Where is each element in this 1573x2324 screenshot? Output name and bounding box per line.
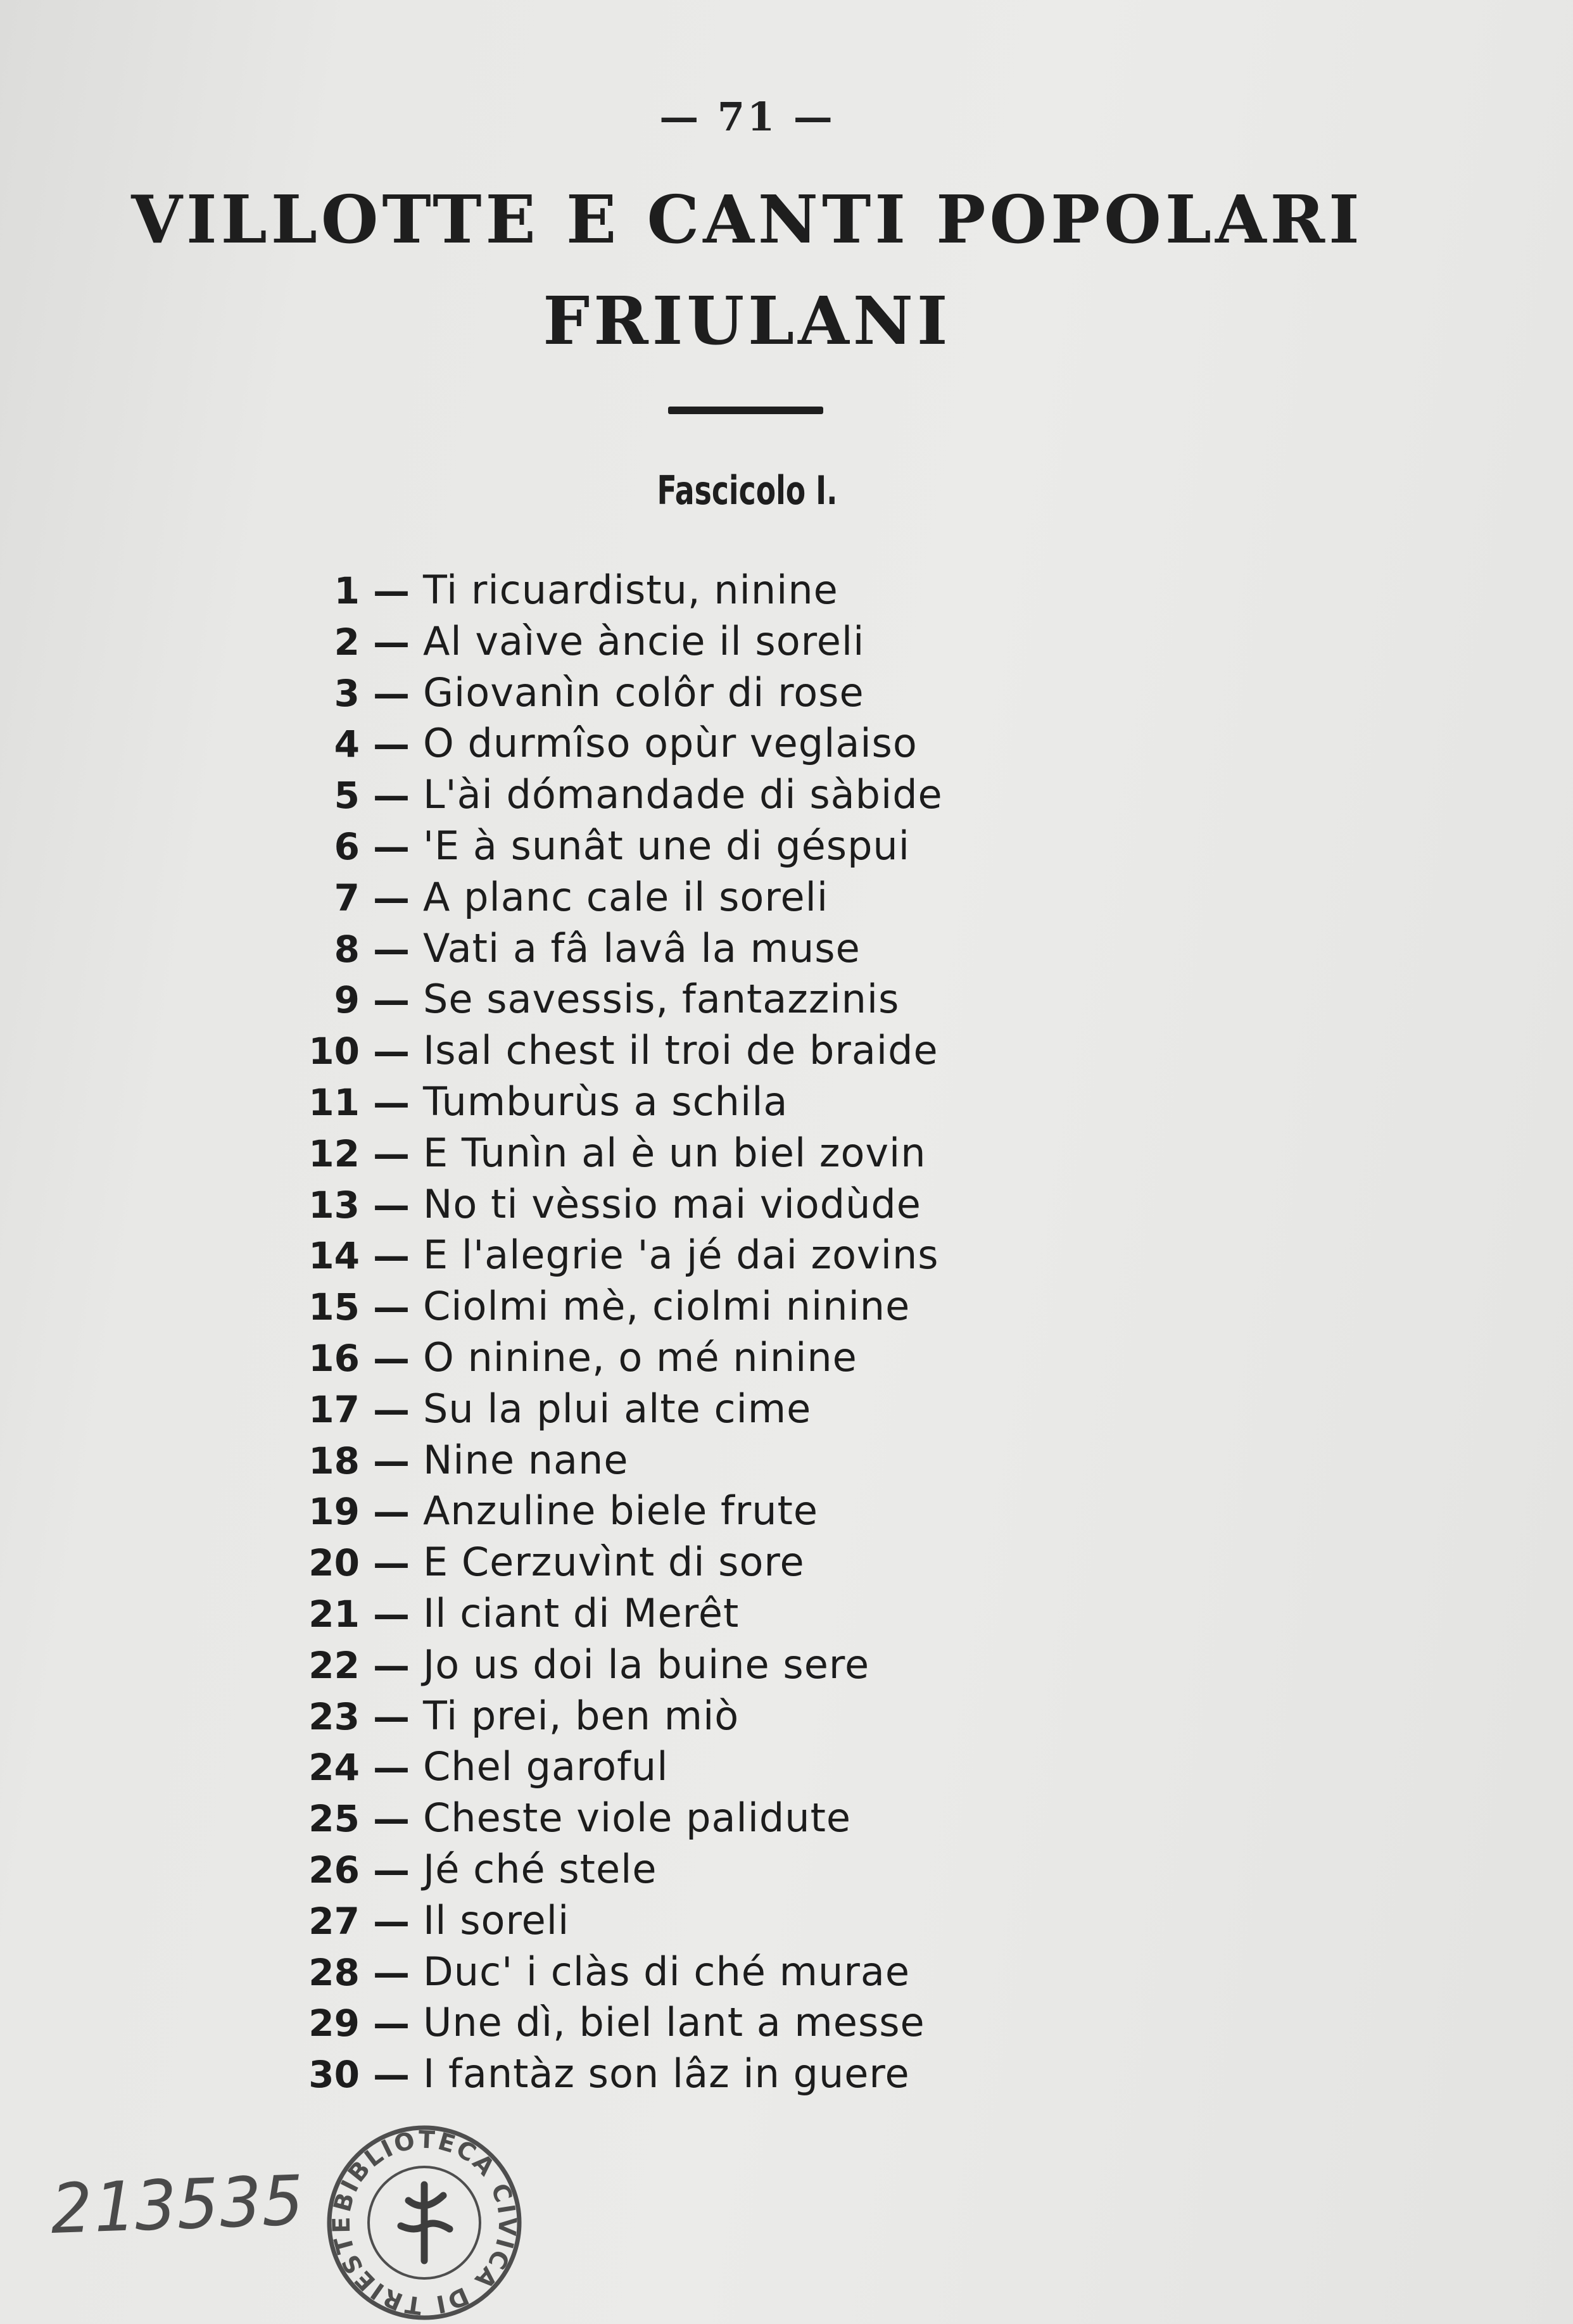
- song-title: 'E à sunât une di géspui: [423, 822, 910, 869]
- song-number: 4: [334, 723, 360, 766]
- song-title: Vati a fâ lavâ la muse: [423, 925, 861, 971]
- song-list-item: [291, 1078, 943, 1130]
- song-number: 6: [334, 824, 360, 868]
- song-list-item: [291, 771, 943, 823]
- song-number: 10: [308, 1030, 360, 1073]
- song-number: 11: [308, 1080, 360, 1124]
- song-number: 28: [308, 1950, 360, 1994]
- song-number: 19: [308, 1490, 360, 1534]
- song-number: 14: [308, 1234, 360, 1278]
- song-title: I fantàz son lâz in guere: [423, 2050, 910, 2097]
- song-title: Jo us doi la buine sere: [423, 1641, 870, 1688]
- song-number: 2: [334, 620, 360, 664]
- song-list-item: [291, 1130, 943, 1181]
- song-list-item: [291, 1487, 943, 1539]
- song-dash: —: [373, 671, 410, 715]
- song-number: 13: [308, 1183, 360, 1227]
- song-list-item: [291, 1846, 943, 1897]
- song-number: 20: [308, 1541, 360, 1585]
- song-title: Giovanìn colôr di rose: [423, 669, 864, 716]
- song-list-item: [291, 1693, 943, 1744]
- song-dash: —: [373, 1439, 410, 1482]
- song-dash: —: [373, 1797, 410, 1841]
- song-dash: —: [373, 1541, 410, 1585]
- song-number: 15: [308, 1285, 360, 1329]
- song-title: E Tunìn al è un biel zovin: [423, 1129, 926, 1176]
- song-list-item: [291, 976, 943, 1027]
- song-list-item: [291, 1795, 943, 1846]
- handwritten-inventory-number: 213535: [49, 2161, 307, 2249]
- song-number: 26: [308, 1848, 360, 1891]
- song-dash: —: [373, 1387, 410, 1431]
- song-dash: —: [373, 1030, 410, 1073]
- song-dash: —: [373, 620, 410, 664]
- library-stamp: [320, 2125, 529, 2321]
- fascicle-heading: Fascicolo I.: [657, 467, 838, 514]
- song-list-item: [291, 618, 943, 669]
- song-dash: —: [373, 1592, 410, 1636]
- song-list-item: [291, 1743, 943, 1795]
- song-title: E l'alegrie 'a jé dai zovins: [423, 1232, 939, 1279]
- page-title-line-1: VILLOTTE E CANTI POPOLARI: [131, 180, 1363, 258]
- song-list-item: [291, 1999, 943, 2050]
- song-number: 1: [334, 569, 360, 612]
- song-title: Jé ché stele: [423, 1845, 657, 1892]
- song-dash: —: [373, 1643, 410, 1687]
- song-dash: —: [373, 723, 410, 766]
- song-title: Se savessis, fantazzinis: [423, 976, 900, 1023]
- song-dash: —: [373, 1132, 410, 1175]
- song-dash: —: [373, 1285, 410, 1329]
- song-list-item: [291, 925, 943, 976]
- song-dash: —: [373, 1183, 410, 1227]
- song-dash: —: [373, 1490, 410, 1534]
- song-dash: —: [373, 1899, 410, 1943]
- song-title: Al vaìve àncie il soreli: [423, 617, 865, 664]
- song-list-item: [291, 1590, 943, 1641]
- song-dash: —: [373, 1336, 410, 1380]
- song-list-item: [291, 1437, 943, 1488]
- song-number: 24: [308, 1746, 360, 1790]
- page-number: — 71 —: [659, 94, 835, 140]
- song-title: Il soreli: [423, 1897, 570, 1943]
- song-number: 12: [308, 1132, 360, 1175]
- song-number: 25: [308, 1797, 360, 1841]
- song-number: 22: [308, 1643, 360, 1687]
- song-list-item: [291, 1897, 943, 1948]
- song-number: 30: [308, 2053, 360, 2097]
- song-title: O ninine, o mé ninine: [423, 1334, 857, 1380]
- song-list-item: [291, 669, 943, 721]
- song-number: 5: [334, 774, 360, 818]
- song-dash: —: [373, 1695, 410, 1738]
- song-title: Duc' i clàs di ché murae: [423, 1948, 910, 1995]
- song-dash: —: [373, 1848, 410, 1891]
- song-dash: —: [373, 824, 410, 868]
- song-list-item: [291, 1334, 943, 1386]
- song-list-item: [291, 1641, 943, 1693]
- song-list-item: [291, 1283, 943, 1334]
- song-number: 23: [308, 1695, 360, 1738]
- song-title: Ti prei, ben miò: [423, 1692, 740, 1739]
- song-dash: —: [373, 1080, 410, 1124]
- song-title: Chel garoful: [423, 1743, 669, 1790]
- song-list-item: [291, 1027, 943, 1078]
- song-number: 17: [308, 1387, 360, 1431]
- song-list-item: [291, 1232, 943, 1283]
- song-dash: —: [373, 978, 410, 1022]
- song-title: Cheste viole palidute: [423, 1795, 852, 1841]
- song-number: 16: [308, 1336, 360, 1380]
- song-list-item: [291, 823, 943, 874]
- song-number: 7: [334, 876, 360, 919]
- song-title: O durmîso opùr veglaiso: [423, 720, 918, 767]
- song-list-item: [291, 2050, 943, 2102]
- title-divider: [668, 407, 823, 414]
- halberd-emblem-icon: [401, 2185, 450, 2261]
- song-number: 3: [334, 671, 360, 715]
- song-list-item: [291, 1539, 943, 1590]
- song-title: A planc cale il soreli: [423, 873, 829, 920]
- song-title: No ti vèssio mai viodùde: [423, 1180, 921, 1227]
- song-title: Ciolmi mè, ciolmi ninine: [423, 1283, 911, 1330]
- song-list-item: [291, 1181, 943, 1232]
- song-dash: —: [373, 2002, 410, 2045]
- song-number: 27: [308, 1899, 360, 1943]
- song-dash: —: [373, 927, 410, 971]
- song-number: 29: [308, 2002, 360, 2045]
- song-list-item: [291, 1386, 943, 1437]
- song-dash: —: [373, 1950, 410, 1994]
- song-dash: —: [373, 2053, 410, 2097]
- song-number: 21: [308, 1592, 360, 1636]
- song-list-item: [291, 874, 943, 925]
- song-title: Une dì, biel lant a messe: [423, 1999, 925, 2046]
- song-title: L'ài dómandade di sàbide: [423, 771, 943, 818]
- song-dash: —: [373, 1234, 410, 1278]
- song-list-item: [291, 567, 943, 618]
- song-dash: —: [373, 774, 410, 818]
- song-title: Su la plui alte cime: [423, 1385, 812, 1432]
- song-title: Tumburùs a schila: [423, 1078, 788, 1125]
- song-title: Nine nane: [423, 1436, 629, 1483]
- song-number: 8: [334, 927, 360, 971]
- song-dash: —: [373, 876, 410, 919]
- song-number: 18: [308, 1439, 360, 1482]
- song-dash: —: [373, 569, 410, 612]
- song-title: E Cerzuvìnt di sore: [423, 1539, 805, 1586]
- song-title: Anzuline biele frute: [423, 1487, 819, 1534]
- song-number: 9: [334, 978, 360, 1022]
- song-title: Il ciant di Merêt: [423, 1589, 740, 1636]
- page-title-line-2: FRIULANI: [543, 282, 952, 360]
- song-list-item: [291, 720, 943, 771]
- song-list-item: [291, 1948, 943, 2000]
- song-list: [291, 567, 943, 2102]
- song-dash: —: [373, 1746, 410, 1790]
- stamp-text: BIBLIOTECA CIVICA DI TRIESTE: [327, 2125, 522, 2320]
- song-title: Ti ricuardistu, ninine: [423, 567, 838, 613]
- song-title: Isal chest il troi de braide: [423, 1027, 938, 1074]
